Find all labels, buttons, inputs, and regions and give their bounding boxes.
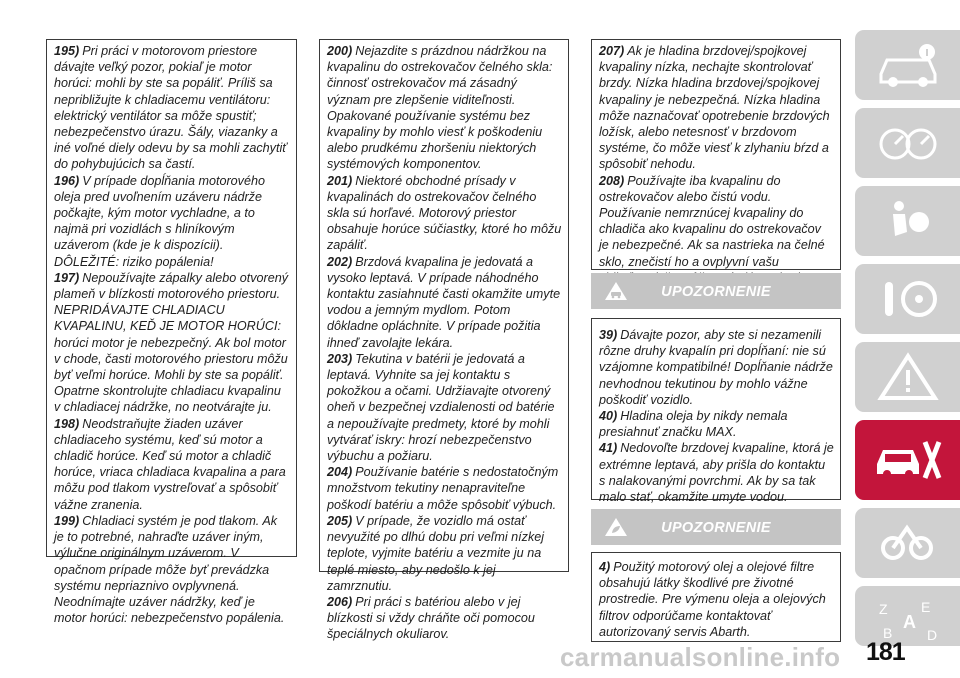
paragraph-list (327, 43, 562, 643)
watermark[interactable]: carmanualsonline.info (560, 642, 841, 672)
note-number: 204) (327, 465, 353, 480)
paragraph-list (599, 559, 834, 640)
note-number: 206) (327, 594, 353, 609)
warning-title-2: UPOZORNENIE (661, 520, 771, 536)
note-text: Použitý motorový olej a olejové filtre obsahujú látky škodlivé pre životné prostredie. Pre výmenu oleja a olejových filtrov odporúčame kontaktovať autorizovaný servis Abarth. (599, 560, 826, 639)
warning-box-1 (591, 318, 841, 505)
warning-box-2 (591, 552, 841, 642)
paragraph (599, 440, 834, 505)
note-text: Nejazdite s prázdnou nádržkou na kvapalinu do ostrekovačov čelného skla: činnosť ostrekovačov má zásadný význam pre zlepšenie viditeľnosti. Opakované používanie systému bez kvapaliny by mohlo viesť k poškodeniu alebo prudkému zhoršeniu niektorých systémových komponentov. (327, 44, 553, 172)
tab-starting[interactable] (855, 264, 960, 334)
note-text: Používajte iba kvapalinu do ostrekovačov alebo čistú vodu. Používanie nemrznúcej kvapaliny do chladiča ako kvapalinu do ostrekovačov je nebezpečné. Ak sa nastriekа na čelné sklo, znečistí ho a ovplyvní vašu (599, 173, 825, 269)
note-number: 202) (327, 254, 353, 269)
note-number: 197) (54, 270, 80, 285)
dashboard-icon (873, 118, 943, 168)
tab-maintenance[interactable] (855, 420, 960, 500)
note-text: Niektoré obchodné prísady v kvapalinách do ostrekovačov čelného skla sú horľavé. Motorový priestor obsahuje horúce súčiastky, ktoré ho môžu zapáliť. (327, 173, 562, 253)
paragraph (327, 351, 562, 464)
warning-header-1 (591, 273, 841, 309)
chapter-tabs (855, 0, 960, 678)
note-text: V prípade, že vozidlo má ostať nevyužité po dlhú dobu pri veľmi nízkej teplote, vyjmite batériu a vezmite ju na teplé miesto, aby nedošlo k jej zamrznutiu. (327, 513, 545, 593)
note-text: Brzdová kvapalina je jedovatá a vysoko leptavá. V prípade náhodného kontaktu zasiahnuté časti okamžite umyte vodou a jemným mydlom. Potom dôkladne opláchnite. V prípade požitia ihneď zavolajte lekára. (327, 254, 561, 350)
warning-header-2 (591, 509, 841, 545)
note-number: 198) (54, 416, 80, 431)
tab-emergency[interactable] (855, 342, 960, 412)
note-number: 40) (599, 409, 618, 424)
paragraph (327, 43, 562, 173)
svg-text:B: B (883, 625, 893, 641)
tab-index[interactable] (855, 586, 960, 646)
paragraph (599, 173, 834, 286)
airbag-icon (873, 196, 943, 246)
note-text: Pri práci s batériou alebo v jej blízkosti si vždy chráňte oči pomocou špeciálnych okuliarov. (327, 594, 535, 642)
paragraph (599, 559, 834, 640)
note-number: 203) (327, 351, 353, 366)
paragraph (327, 513, 562, 594)
paragraph (54, 416, 290, 513)
technical-data-icon (873, 518, 943, 568)
paragraph (327, 594, 562, 643)
tab-safety[interactable] (855, 186, 960, 256)
paragraph (54, 43, 290, 173)
note-text: Neodstraňujte žiaden uzáver chladiaceho systému, keď sú motor a chladič horúce. Keď sú motor a chladič horúce, vriaca chladiaca kvapalina a para môžu pod tlakom vystreľovať a spôsobiť vážne zranenia. (54, 416, 286, 512)
page-number: 181 (866, 638, 905, 666)
note-number: 41) (599, 441, 618, 456)
note-text: Pri práci v motorovom priestore dávajte veľký pozor, pokiaľ je motor horúci: mohli by ste sa popáliť. Príliš sa nepribližujte k chladiacemu ventilátoru: elektrický ventilátor sa môže spustiť; nebezpečenstvo úrazu. Šály, viazanky a iné voľné diely odevu by sa mohli zachytiť do pohybujúcich sa častí. (54, 44, 287, 172)
note-text: Chladiaci systém je pod tlakom. Ak je to potrebné, nahraďte uzáver iným, výlučne originálnym uzáverom. V opačnom prípade môže byť prevádzka systému nepriaznivo ovplyvnená. Neodnímajte uzáver nádržky, keď je motor horúci: nebezpečenstvo popálenia. (54, 513, 285, 626)
note-number: 200) (327, 44, 353, 58)
note-number: 205) (327, 513, 353, 528)
paragraph (54, 270, 290, 416)
car-info-icon (873, 40, 943, 90)
note-text: Nedovoľte brzdovej kvapaline, ktorá je extrémne leptavá, aby prišla do kontaktu s nalakovanými povrchmi. Ak by sa tak malo stať, okamžite umyte vodou. (599, 441, 834, 505)
paragraph-list (54, 43, 290, 626)
note-text: Dávajte pozor, aby ste si nezamenili rôzne druhy kvapalín pri dopĺňaní: nie sú vzájomne kompatibilné! Dopĺňanie nádrže nevhodnou tekutinou by mohlo vážne poškodiť vozidlo. (599, 328, 833, 407)
text-column-1 (46, 39, 297, 626)
paragraph (54, 173, 290, 270)
note-text: Nepoužívajte zápalky alebo otvorený plameň v blízkosti motorového priestoru. NEPRIDÁVAJTE CHLADIACU KVAPALINU, KEĎ JE MOTOR HORÚCI: horúci motor je nebezpečný. Ak bol motor v chode, časti motorového priestoru môžu byť veľmi horúce. Mohli by ste sa popáliť. Opatrne skontrolujte chladiacu kvapalinu v chladiacej nádržke, no neotvárajte ju. (54, 270, 289, 415)
paragraph (327, 464, 562, 513)
warning-triangle-icon (873, 352, 943, 402)
warning-title-1: UPOZORNENIE (661, 284, 771, 300)
note-text: Hladina oleja by nikdy nemala presiahnuť značku MAX. (599, 409, 788, 440)
tab-dashboard[interactable] (855, 108, 960, 178)
svg-text:Z: Z (879, 601, 888, 617)
paragraph (327, 254, 562, 351)
text-column-2 (319, 39, 569, 642)
svg-text:A: A (903, 612, 916, 632)
svg-text:E: E (921, 599, 931, 615)
paragraph-list (599, 43, 834, 286)
note-number: 39) (599, 328, 618, 342)
note-number: 201) (327, 173, 353, 188)
key-steering-icon (873, 274, 943, 324)
paragraph (599, 43, 834, 173)
car-wrench-icon (873, 434, 943, 484)
text-column-3 (591, 39, 841, 270)
paragraph (327, 173, 562, 254)
note-number: 199) (54, 513, 80, 528)
note-text: Tekutina v batérii je jedovatá a leptavá. Vyhnite sa jej kontaktu s pokožkou a očami. Udržiavajte otvorený oheň v bezpečnej vzdialenosti od batérie a nepoužívajte predmety, ktoré by mohli vytvárať iskry: hrozí nebezpečenstvo výbuchu a požiaru. (327, 351, 555, 464)
svg-text:D: D (927, 627, 938, 643)
tab-technical-data[interactable] (855, 508, 960, 578)
note-number: 207) (599, 44, 625, 58)
tab-car-info[interactable] (855, 30, 960, 100)
note-number: 208) (599, 173, 625, 188)
paragraph (599, 327, 834, 408)
note-text: Ak je hladina brzdovej/spojkovej kvapaliny nízka, nechajte skontrolovať brzdy. Nízka hladina brzdovej/spojkovej kvapaliny je nebezpečná. Nízka hladina môže naznačovať opotrebenie brzdových ložísk, alebo netesnosť v brzdovom systéme, čo môže viesť k zlyhaniu bŕzd a spôsobiť nehodu. (599, 44, 830, 172)
note-text: Používanie batérie s nedostatočným množstvom tekutiny nenapraviteľne poškodí batériu a môže spôsobiť výbuch. (327, 465, 559, 512)
note-number: 196) (54, 173, 80, 188)
note-text: V prípade dopĺňania motorového oleja pred uvoľnením uzáveru nádrže počkajte, kým motor vychladne, a to najmä pri vozidlách s hliníkovým uzáverom (kde je k dispozícii). DÔLEŽITÉ: riziko popálenia! (54, 173, 265, 269)
paragraph (54, 513, 290, 626)
note-number: 195) (54, 44, 80, 58)
paragraph-list (599, 327, 834, 505)
paragraph (599, 408, 834, 440)
note-number: 4) (599, 560, 611, 574)
